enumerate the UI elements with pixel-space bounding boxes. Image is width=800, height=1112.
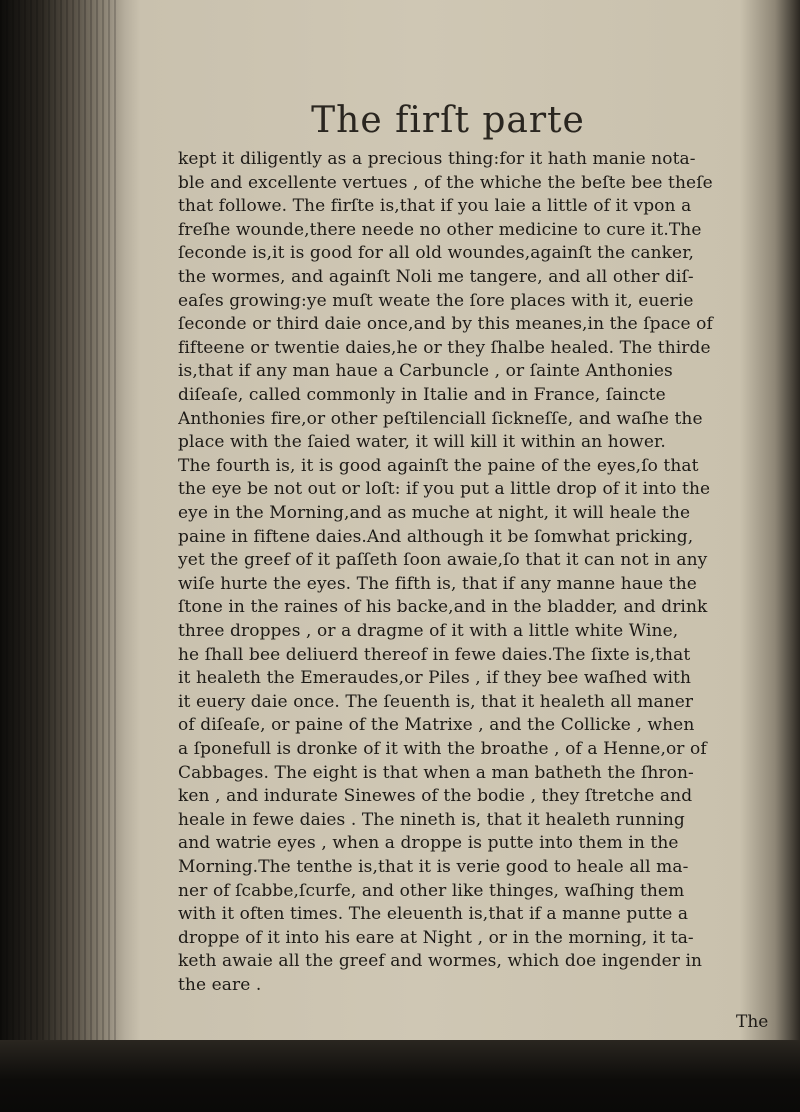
text-line: it healeth the Emeraudes,or Piles , if they bee waſhed with: [178, 668, 692, 689]
catchword: The: [736, 1012, 769, 1032]
text-line: ſtone in the raines of his backe,and in the bladder, and drink: [178, 597, 708, 618]
text-line: kept it diligently as a precious thing:for it hath manie nota‑: [178, 149, 696, 169]
page-title: The firſt parte: [311, 100, 585, 141]
text-line: and watrie eyes , when a droppe is putte into them in the: [178, 833, 679, 854]
text-line: ble and excellente vertues , of the whiche the beſte bee theſe: [178, 172, 713, 193]
running-header: [108, 100, 768, 146]
text-line: he ſhall bee deliuerd thereof in fewe daies.The ſixte is,that: [178, 644, 691, 665]
text-line: Cabbages. The eight is that when a man batheth the ſhron‑: [178, 762, 694, 783]
text-line: keth awaie all the greef and wormes, which doe ingender in: [178, 951, 703, 972]
text-line: a ſponefull is dronke of it with the broathe , of a Henne,or of: [178, 739, 707, 759]
text-line: Morning.The tenthe is,that it is verie good to heale all ma‑: [178, 857, 689, 877]
book-binding-shadow: [0, 0, 120, 1040]
text-line: with it often times. The eleuenth is,that if a manne putte a: [178, 904, 689, 925]
text-line: of diſeaſe, or paine of the Matrixe , and the Collicke , when: [178, 715, 695, 736]
text-line: eaſes growing:ye muſt weate the ſore places with it, euerie: [178, 290, 694, 311]
text-line: The fourth is, it is good againſt the paine of the eyes,ſo that: [178, 455, 699, 476]
text-line: ner of ſcabbe,ſcurfe, and other like thinges, waſhing them: [178, 880, 685, 901]
text-line: ſeconde is,it is good for all old woundes,againſt the canker,: [178, 243, 695, 264]
text-line: ken , and indurate Sinewes of the bodie , they ſtretche and: [178, 786, 693, 807]
text-line: diſeaſe, called commonly in Italie and in France, ſaincte: [178, 385, 666, 405]
text-line: eye in the Morning,and as muche at night, it will heale the: [178, 503, 691, 523]
text-line: wiſe hurte the eyes. The fifth is, that if any manne haue the: [178, 573, 697, 594]
text-line: heale in fewe daies . The nineth is, that it healeth running: [178, 809, 685, 830]
text-line: yet the greef of it paſſeth ſoon awaie,ſo that it can not in any: [178, 550, 708, 571]
text-line: fifteene or twentie daies,he or they ſhalbe healed. The thirde: [178, 337, 711, 358]
text-line: that followe. The firſte is,that if you laie a little of it vpon a: [178, 196, 692, 217]
text-line: ſeconde or third daie once,and by this meanes,in the ſpace of: [178, 314, 713, 335]
text-line: the eare .: [178, 975, 262, 995]
text-line: freſhe wounde,there neede no other medicine to cure it.The: [178, 219, 702, 240]
text-line: it euery daie once. The ſeuenth is, that it healeth all maner: [178, 691, 694, 712]
text-line: droppe of it into his eare at Night , or in the morning, it ta‑: [178, 927, 694, 948]
text-line: three droppes , or a dragme of it with a little white Wine,: [178, 621, 679, 641]
text-line: paine in fiftene daies.And although it be ſomwhat pricking,: [178, 526, 694, 547]
text-line: place with the ſaied water, it will kill it within an hower.: [178, 432, 666, 453]
text-line: is,that if any man haue a Carbuncle , or ſainte Anthonies: [178, 361, 673, 382]
text-line: the eye be not out or loſt: if you put a little drop of it into the: [178, 479, 711, 500]
text-line: Anthonies fire,or other peſtilenciall ſickneſſe, and waſhe the: [178, 408, 703, 429]
text-line: the wormes, and againſt Noli me tangere, and all other diſ‑: [178, 267, 694, 287]
